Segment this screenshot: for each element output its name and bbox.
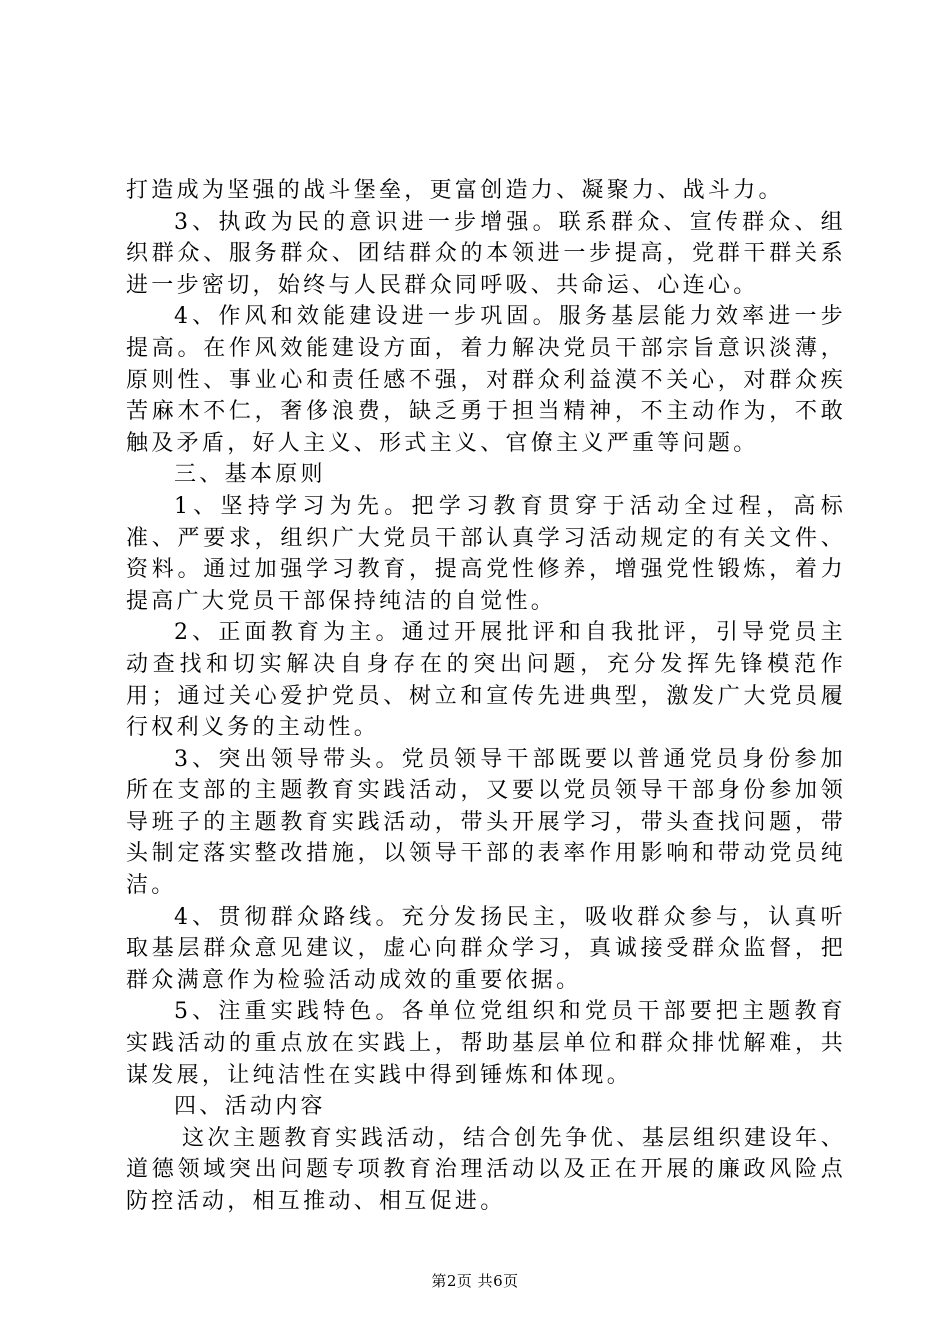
paragraph-continuation: 打造成为坚强的战斗堡垒，更富创造力、凝聚力、战斗力。 — [126, 178, 784, 203]
paragraph-principle-1: 1、坚持学习为先。把学习教育贯穿于活动全过程，高标准、严要求，组织广大党员干部认真学习活动规定的有关文件、资料。通过加强学习教育，提高党性修养，增强党性锻炼，着力提高广大党员干部保持纯洁的自觉性。 — [126, 493, 846, 614]
paragraph-content-intro: 这次主题教育实践活动，结合创先争优、基层组织建设年、道德领域突出问题专项教育治理活动以及正在开展的廉政风险点防控活动，相互推动、相互促进。 — [126, 1125, 846, 1214]
paragraph-goal-4: 4、作风和效能建设进一步巩固。服务基层能力效率进一步提高。在作风效能建设方面，着力解决党员干部宗旨意识淡薄，原则性、事业心和责任感不强，对群众利益漠不关心，对群众疾苦麻木不仁，奢侈浪费，缺乏勇于担当精神，不主动作为，不敢触及矛盾，好人主义、形式主义、官僚主义严重等问题。 — [126, 304, 846, 456]
paragraph-principle-4: 4、贯彻群众路线。充分发扬民主，吸收群众参与，认真听取基层群众意见建议，虚心向群众学习，真诚接受群众监督，把群众满意作为检验活动成效的重要依据。 — [126, 904, 846, 993]
document-body — [126, 175, 846, 1218]
paragraph-principle-2: 2、正面教育为主。通过开展批评和自我批评，引导党员主动查找和切实解决自身存在的突出问题，充分发挥先锋模范作用；通过关心爱护党员、树立和宣传先进典型，激发广大党员履行权利义务的主动性。 — [126, 620, 846, 741]
paragraph-principle-5: 5、注重实践特色。各单位党组织和党员干部要把主题教育实践活动的重点放在实践上，帮助基层单位和群众排忧解难，共谋发展，让纯洁性在实践中得到锤炼和体现。 — [126, 999, 846, 1088]
paragraph-principle-3: 3、突出领导带头。党员领导干部既要以普通党员身份参加所在支部的主题教育实践活动，又要以党员领导干部身份参加领导班子的主题教育实践活动，带头开展学习，带头查找问题，带头制定落实整改措施，以领导干部的表率作用影响和带动党员纯洁。 — [126, 746, 846, 899]
section-heading-principles: 三、基本原则 — [174, 462, 326, 488]
page-number-footer: 第2页 共6页 — [431, 1272, 519, 1290]
section-heading-content: 四、活动内容 — [174, 1094, 326, 1120]
paragraph-goal-3: 3、执政为民的意识进一步增强。联系群众、宣传群众、组织群众、服务群众、团结群众的本领进一步提高，党群干群关系进一步密切，始终与人民群众同呼吸、共命运、心连心。 — [126, 209, 846, 298]
